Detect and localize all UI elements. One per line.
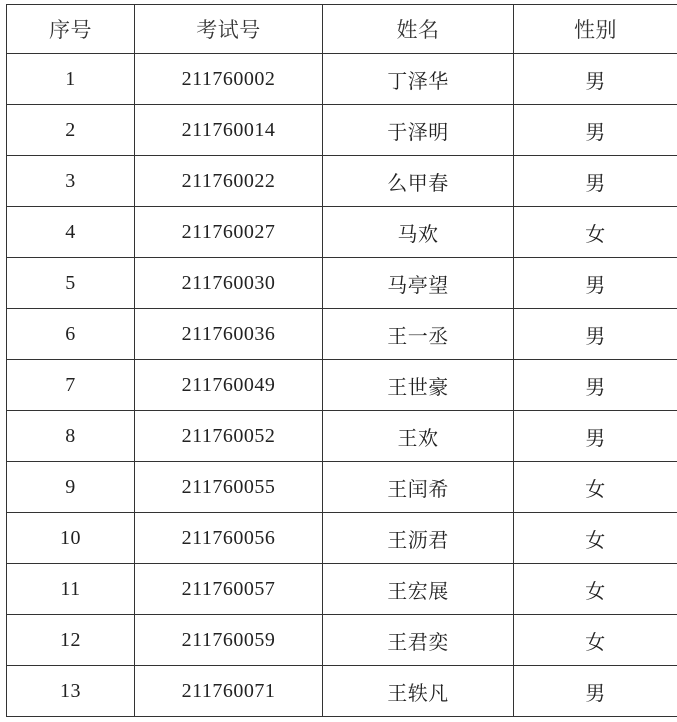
cell-name: 于泽明 [323, 105, 514, 156]
roster-table [6, 4, 677, 717]
cell-gender: 男 [514, 105, 677, 156]
cell-gender: 男 [514, 258, 677, 309]
cell-exam-no: 211760052 [135, 411, 323, 462]
cell-exam-no: 211760059 [135, 615, 323, 666]
cell-gender: 男 [514, 54, 677, 105]
table-header-row [7, 5, 677, 54]
roster-sheet [6, 4, 677, 717]
cell-seq: 6 [7, 309, 135, 360]
cell-gender: 女 [514, 462, 677, 513]
table-row [7, 564, 677, 615]
cell-name: 王君奕 [323, 615, 514, 666]
header-name: 姓名 [323, 5, 514, 54]
cell-exam-no: 211760002 [135, 54, 323, 105]
cell-gender: 女 [514, 207, 677, 258]
table-row [7, 513, 677, 564]
cell-name: 王欢 [323, 411, 514, 462]
cell-exam-no: 211760014 [135, 105, 323, 156]
cell-seq: 12 [7, 615, 135, 666]
cell-seq: 4 [7, 207, 135, 258]
cell-seq: 3 [7, 156, 135, 207]
cell-exam-no: 211760036 [135, 309, 323, 360]
cell-gender: 女 [514, 564, 677, 615]
table-row [7, 156, 677, 207]
cell-seq: 13 [7, 666, 135, 717]
cell-seq: 10 [7, 513, 135, 564]
table-row [7, 615, 677, 666]
cell-seq: 7 [7, 360, 135, 411]
table-row [7, 462, 677, 513]
cell-name: 王轶凡 [323, 666, 514, 717]
cell-name: 么甲春 [323, 156, 514, 207]
cell-seq: 2 [7, 105, 135, 156]
table-row [7, 105, 677, 156]
cell-gender: 男 [514, 411, 677, 462]
cell-exam-no: 211760071 [135, 666, 323, 717]
header-seq: 序号 [7, 5, 135, 54]
cell-name: 王一丞 [323, 309, 514, 360]
cell-gender: 男 [514, 666, 677, 717]
cell-gender: 男 [514, 156, 677, 207]
cell-gender: 女 [514, 615, 677, 666]
cell-name: 马亭望 [323, 258, 514, 309]
table-row [7, 360, 677, 411]
cell-seq: 8 [7, 411, 135, 462]
cell-seq: 1 [7, 54, 135, 105]
cell-exam-no: 211760049 [135, 360, 323, 411]
cell-exam-no: 211760056 [135, 513, 323, 564]
cell-seq: 5 [7, 258, 135, 309]
table-row [7, 666, 677, 717]
cell-name: 马欢 [323, 207, 514, 258]
cell-exam-no: 211760030 [135, 258, 323, 309]
cell-exam-no: 211760057 [135, 564, 323, 615]
cell-seq: 11 [7, 564, 135, 615]
cell-exam-no: 211760027 [135, 207, 323, 258]
cell-exam-no: 211760022 [135, 156, 323, 207]
cell-gender: 男 [514, 360, 677, 411]
cell-name: 王沥君 [323, 513, 514, 564]
header-gender: 性别 [514, 5, 677, 54]
header-exam-no: 考试号 [135, 5, 323, 54]
cell-name: 王世豪 [323, 360, 514, 411]
table-row [7, 54, 677, 105]
cell-exam-no: 211760055 [135, 462, 323, 513]
table-row [7, 411, 677, 462]
table-row [7, 309, 677, 360]
cell-name: 王闰希 [323, 462, 514, 513]
table-row [7, 207, 677, 258]
cell-gender: 男 [514, 309, 677, 360]
table-row [7, 258, 677, 309]
cell-seq: 9 [7, 462, 135, 513]
cell-name: 丁泽华 [323, 54, 514, 105]
cell-gender: 女 [514, 513, 677, 564]
cell-name: 王宏展 [323, 564, 514, 615]
